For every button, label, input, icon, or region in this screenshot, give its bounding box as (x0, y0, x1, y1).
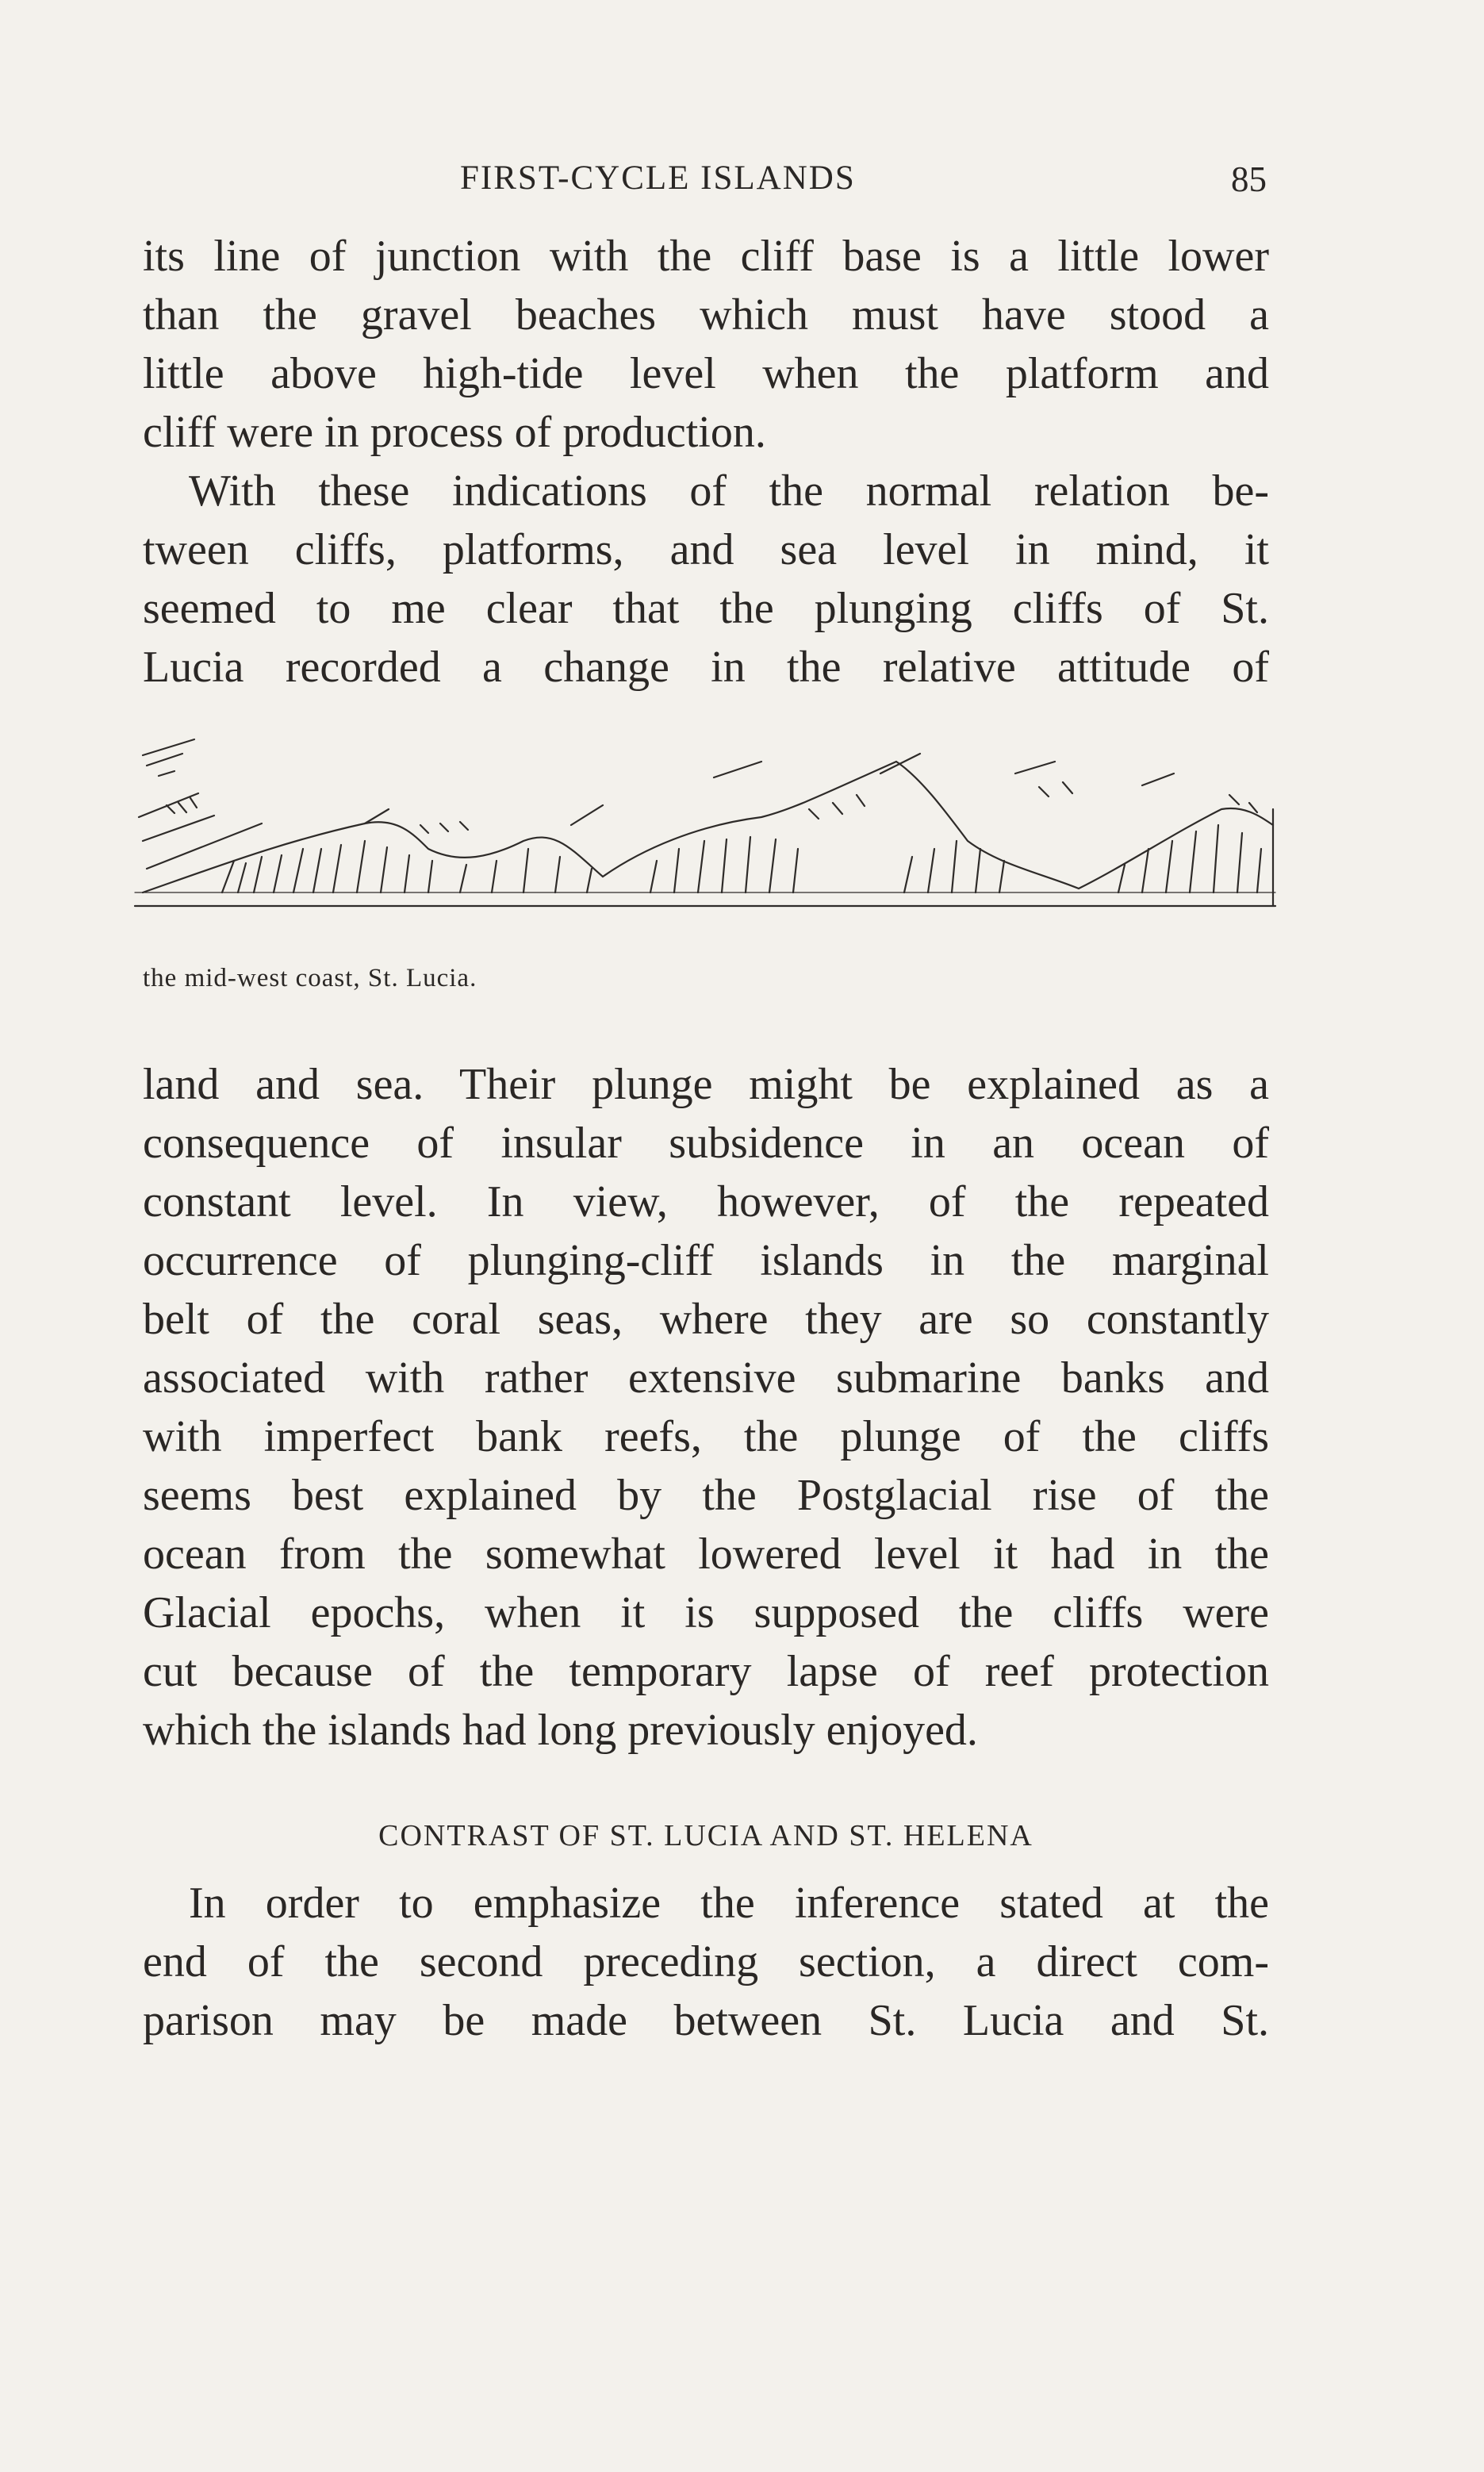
cliff-profile-line (143, 762, 1273, 892)
text-line: belt of the coral seas, where they are so constantly (143, 1295, 1269, 1344)
text-line: little above high-tide level when the platform and (143, 349, 1269, 398)
text-line: seems best explained by the Postglacial rise of the (143, 1471, 1269, 1520)
cliff-hatching (650, 837, 798, 892)
paragraph-block-3 (143, 1874, 1269, 2050)
text-line: cliff were in process of production. (143, 408, 766, 457)
text-line: Lucia recorded a change in the relative attitude of (143, 643, 1269, 692)
text-line: land and sea. Their plunge might be explained as a (143, 1060, 1269, 1109)
cliff-hatching (1118, 825, 1261, 892)
text-line: cut because of the temporary lapse of reef protection (143, 1647, 1269, 1696)
text-line: parison may be made between St. Lucia and St. (143, 1996, 1269, 2045)
coastal-cliff-profile-figure (127, 730, 1285, 920)
text-line: end of the second preceding section, a direct com- (143, 1937, 1269, 1986)
figure-caption: the mid-west coast, St. Lucia. (143, 964, 477, 992)
text-line: which the islands had long previously enjoyed. (143, 1706, 978, 1755)
text-line: ocean from the somewhat lowered level it had in the (143, 1530, 1269, 1579)
slope-ticks (420, 782, 1257, 833)
paragraph-block-2 (143, 1055, 1269, 1760)
cliff-hatching (904, 841, 1004, 892)
text-line: In order to emphasize the inference stated at the (189, 1879, 1269, 1928)
text-line: Glacial epochs, when it is supposed the cliffs were (143, 1588, 1269, 1637)
text-line: than the gravel beaches which must have stood a (143, 290, 1269, 340)
page-number: 85 (1231, 159, 1267, 199)
cliff-stroke (143, 739, 194, 776)
paragraph-block-1 (143, 227, 1269, 697)
text-line: consequence of insular subsidence in an ocean of (143, 1119, 1269, 1168)
text-line: with imperfect bank reefs, the plunge of the cliffs (143, 1412, 1269, 1461)
section-heading: CONTRAST OF ST. LUCIA AND ST. HELENA (378, 1819, 1033, 1852)
text-line: constant level. In view, however, of the repeated (143, 1177, 1269, 1226)
text-line: its line of junction with the cliff base is a little lower (143, 232, 1269, 281)
text-line: seemed to me clear that the plunging cliffs of St. (143, 584, 1269, 633)
cliff-hatching (222, 841, 592, 892)
text-line: associated with rather extensive submarine banks and (143, 1353, 1269, 1403)
running-head: FIRST-CYCLE ISLANDS (460, 159, 856, 197)
text-line: With these indications of the normal relation be- (189, 466, 1269, 516)
text-line: occurrence of plunging-cliff islands in the marginal (143, 1236, 1269, 1285)
text-line: tween cliffs, platforms, and sea level in mind, it (143, 525, 1269, 574)
